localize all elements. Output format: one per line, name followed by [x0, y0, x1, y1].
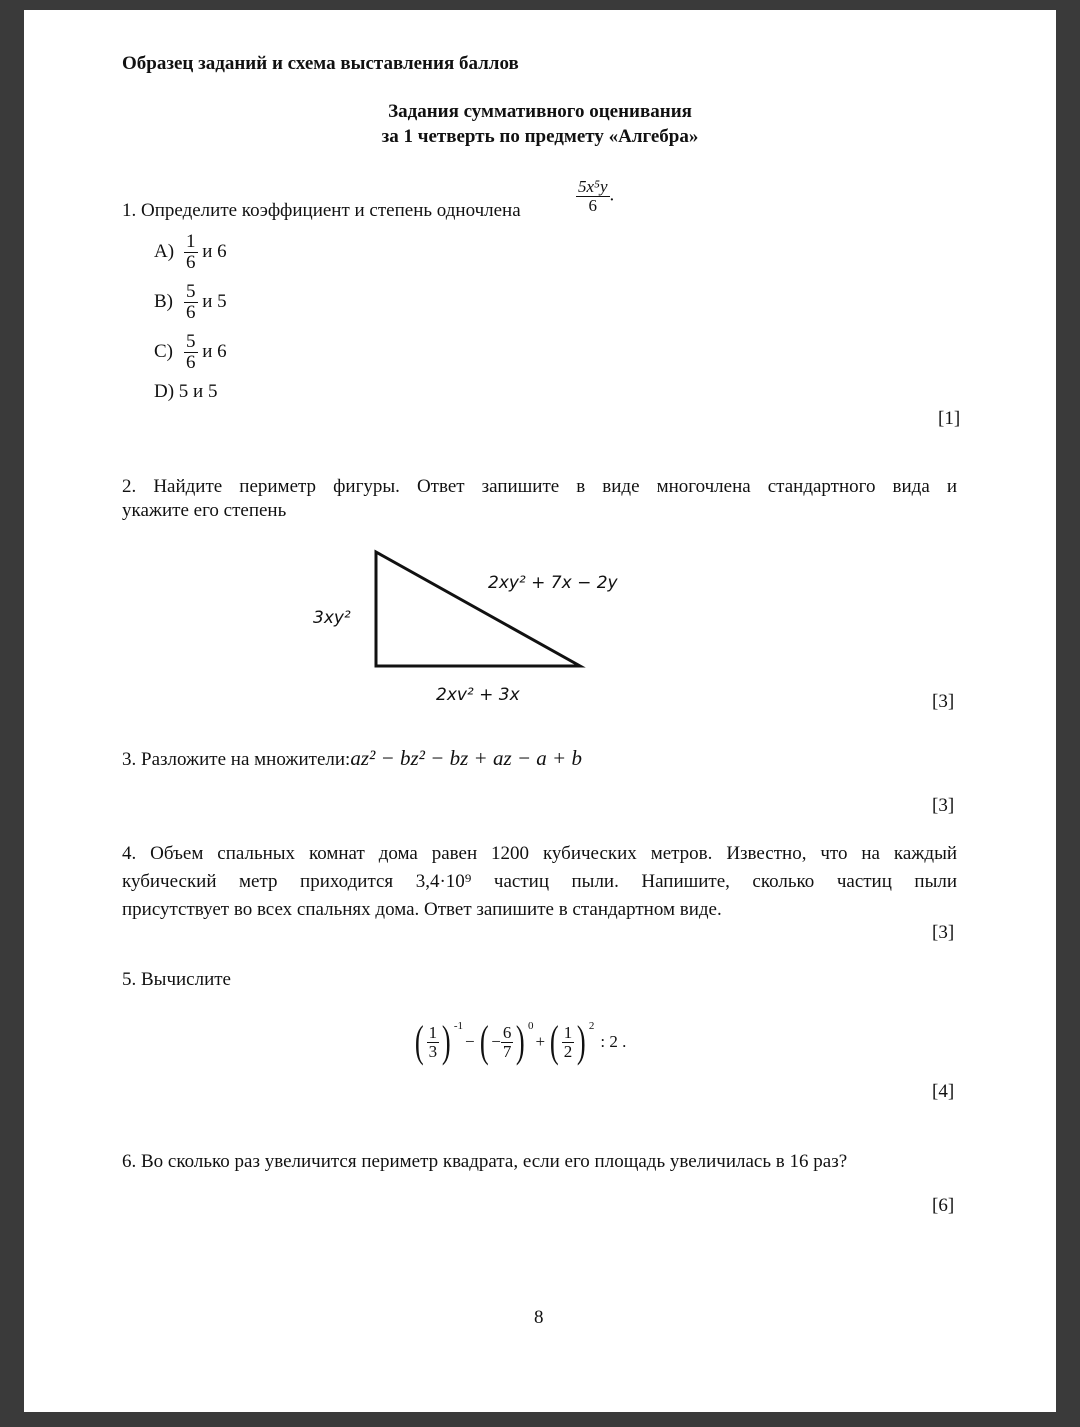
title-line-2: за 1 четверть по предмету «Алгебра»	[381, 126, 699, 147]
q5-expression: ( $\frac{1}{3}$ ) $^{-1}$ − ( − $\frac{6}{7}$ ) $^0$ + ( $\frac{1}{2}$ ) $^2$ : 2 .	[414, 1017, 627, 1066]
triangle-label-hypotenuse: 2xy² + 7x − 2y	[488, 573, 618, 593]
q4-line-2: кубический метр приходится 3,4·10⁹ частиц пыли. Напишите, сколько частиц пыли	[122, 871, 957, 892]
document-page	[24, 10, 1056, 1412]
q5-text: 5. Вычислите	[122, 969, 231, 990]
triangle-label-bottom: 2xv² + 3x	[436, 685, 520, 705]
q3-text: 3. Разложите на множители:az² − bz² − bz + az − a + b	[122, 746, 582, 770]
q1-monomial-den: 6	[588, 195, 597, 215]
triangle-figure	[24, 10, 1056, 730]
q4-line-1: 4. Объем спальных комнат дома равен 1200 кубических метров. Известно, что на каждый	[122, 843, 957, 864]
q2-text-line-1: 2. Найдите периметр фигуры. Ответ запишите в виде многочлена стандартного вида и	[122, 476, 957, 497]
q1-tail: .	[609, 184, 615, 206]
q3-score: [3]	[932, 795, 955, 816]
q1-monomial-num: 5x⁵y	[578, 177, 608, 196]
title-line-1: Задания суммативного оценивания	[388, 101, 692, 122]
q1-text: 1. Определите коэффициент и степень одночлена	[122, 200, 521, 221]
q3-expression: az² − bz² − bz + az − a + b	[350, 746, 582, 770]
q6-text: 6. Во сколько раз увеличится периметр квадрата, если его площадь увеличилась в 16 раз?	[122, 1151, 848, 1172]
q5-score: [4]	[932, 1081, 955, 1102]
page-number: 8	[534, 1307, 544, 1328]
q4-score: [3]	[932, 922, 955, 943]
sample-title: Образец заданий и схема выставления баллов	[122, 53, 519, 74]
q1-option-a: A) $\frac{1}{6}$ и 6	[154, 231, 227, 273]
q1-option-c: C) $\frac{5}{6}$ и 6	[154, 331, 227, 373]
q6-score: [6]	[932, 1195, 955, 1216]
q1-option-b: B) $\frac{5}{6}$ и 5	[154, 281, 227, 323]
triangle-label-left: 3xy²	[313, 608, 351, 628]
q1-score: [1]	[938, 408, 961, 429]
q2-text-line-2: укажите его степень	[122, 500, 287, 521]
q4-line-3: присутствует во всех спальнях дома. Ответ запишите в стандартном виде.	[122, 899, 722, 920]
q1-option-d: D) 5 и 5	[154, 381, 218, 402]
q2-score: [3]	[932, 691, 955, 712]
